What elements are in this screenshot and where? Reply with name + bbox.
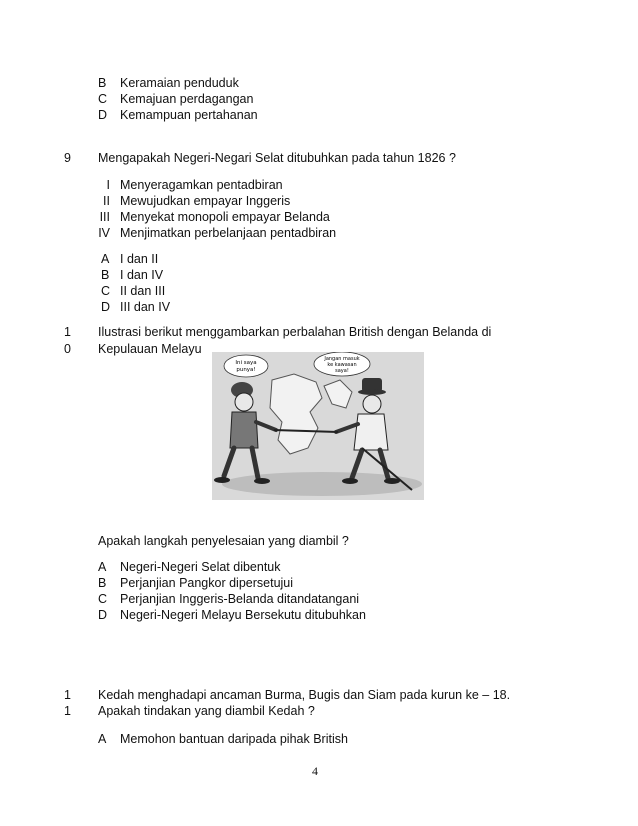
- option-label: B: [98, 76, 107, 90]
- option-text: Memohon bantuan daripada pihak British: [120, 732, 348, 746]
- cartoon-illustration: [212, 352, 424, 500]
- left-soldier-boot: [254, 478, 270, 484]
- page-number: 4: [312, 764, 318, 778]
- question-text: Kepulauan Melayu: [98, 342, 202, 356]
- speech-bubble-left: [224, 355, 268, 377]
- roman-numeral: III: [99, 210, 110, 224]
- roman-numeral: I: [106, 178, 110, 192]
- option-text: Negeri-Negeri Melayu Bersekutu ditubuhkan: [120, 608, 366, 622]
- bubble-left-line1: Ini saya: [235, 360, 257, 366]
- question-number: 1: [64, 325, 71, 339]
- left-soldier-head: [235, 393, 253, 411]
- option-label: C: [101, 284, 111, 298]
- option-label: A: [101, 252, 110, 266]
- right-soldier-boot: [342, 478, 358, 484]
- bubble-right-line2: ke kawasan: [327, 362, 357, 368]
- option-label: C: [98, 592, 108, 606]
- option-text: III dan IV: [120, 300, 171, 314]
- option-text: Negeri-Negeri Selat dibentuk: [120, 560, 281, 574]
- question-text: Kedah menghadapi ancaman Burma, Bugis dan Siam pada kurun ke – 18.: [98, 688, 511, 702]
- roman-numeral: IV: [98, 226, 110, 240]
- statement-text: Menjimatkan perbelanjaan pentadbiran: [120, 226, 337, 240]
- option-text: Perjanjian Pangkor dipersetujui: [120, 576, 294, 590]
- left-soldier-boot: [214, 477, 230, 483]
- bubble-right-line3: saya!: [335, 368, 349, 374]
- option-text: Perjanjian Inggeris-Belanda ditandatangani: [120, 592, 360, 606]
- left-soldier-body: [230, 412, 258, 448]
- option-label: D: [98, 608, 108, 622]
- question-text: Ilustrasi berikut menggambarkan perbalahan British dengan Belanda di: [98, 325, 492, 339]
- option-label: C: [98, 92, 108, 106]
- option-label: D: [101, 300, 111, 314]
- right-soldier-body: [354, 414, 388, 450]
- option-text: Kemampuan pertahanan: [120, 108, 258, 122]
- question-number: 0: [64, 342, 71, 356]
- option-text: II dan III: [120, 284, 166, 298]
- option-label: A: [98, 560, 107, 574]
- bubble-right-line1: Jangan masuk: [324, 356, 360, 362]
- option-label: B: [101, 268, 110, 282]
- roman-numeral: II: [103, 194, 110, 208]
- statement-text: Mewujudkan empayar Inggeris: [120, 194, 291, 208]
- option-text: I dan IV: [120, 268, 164, 282]
- question-number: 9: [64, 151, 71, 165]
- question-number: 1: [64, 704, 71, 718]
- option-text: Keramaian penduduk: [120, 76, 239, 90]
- question-number: 1: [64, 688, 71, 702]
- bubble-left-line2: punya!: [236, 367, 256, 373]
- option-text: Kemajuan perdagangan: [120, 92, 254, 106]
- question-text: Apakah langkah penyelesaian yang diambil ?: [98, 534, 349, 548]
- option-text: I dan II: [120, 252, 159, 266]
- question-text: Apakah tindakan yang diambil Kedah ?: [98, 704, 315, 718]
- right-soldier-head: [363, 395, 381, 413]
- option-label: D: [98, 108, 108, 122]
- option-label: A: [98, 732, 107, 746]
- statement-text: Menyeragamkan pentadbiran: [120, 178, 283, 192]
- right-soldier-hat-brim: [358, 389, 386, 395]
- option-label: B: [98, 576, 107, 590]
- question-text: Mengapakah Negeri-Negari Selat ditubuhkan pada tahun 1826 ?: [98, 151, 456, 165]
- statement-text: Menyekat monopoli empayar Belanda: [120, 210, 330, 224]
